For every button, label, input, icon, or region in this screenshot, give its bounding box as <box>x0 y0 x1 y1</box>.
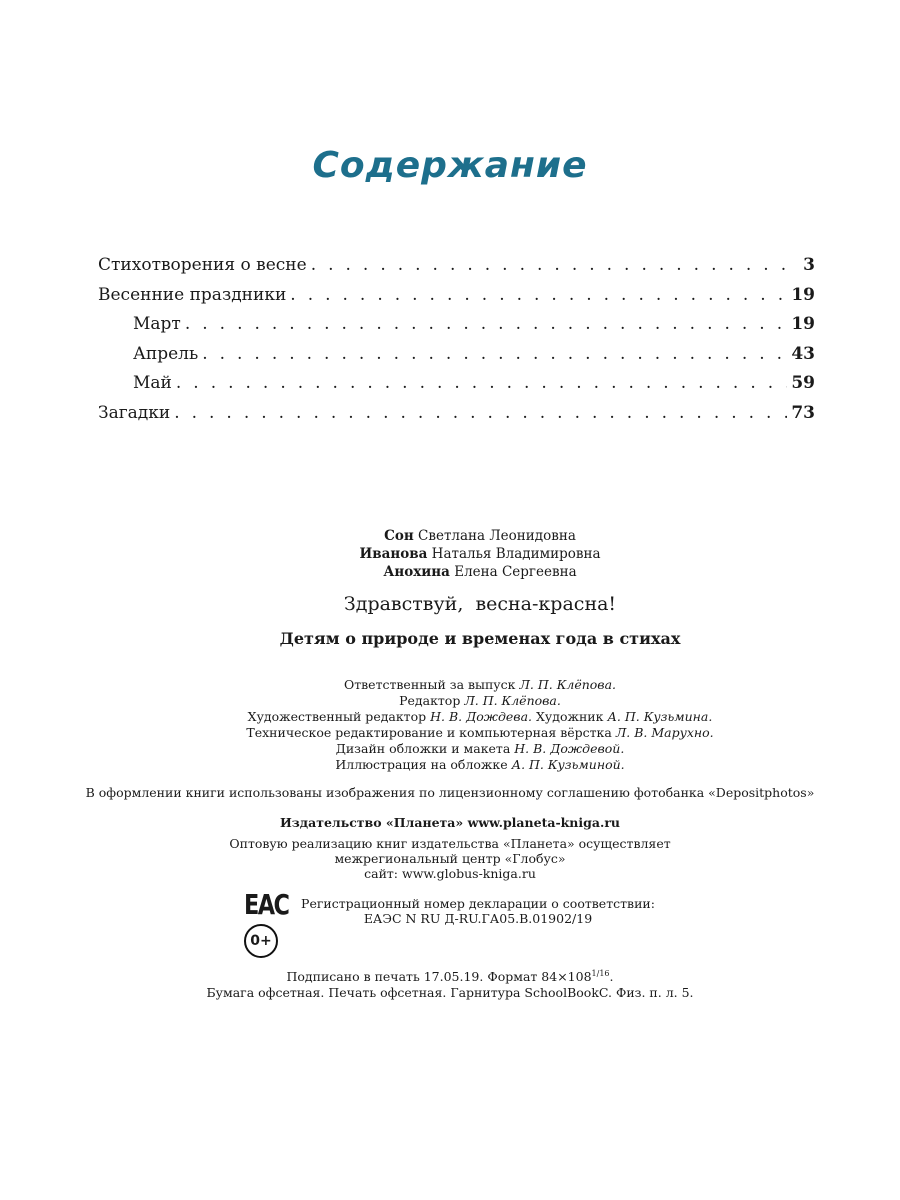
age-rating-badge: 0+ <box>244 924 278 958</box>
registration-number: Регистрационный номер декларации о соответствии: ЕАЭС N RU Д-RU.ГА05.В.01902/19 <box>301 896 655 926</box>
toc-label: Стихотворения о весне <box>98 255 307 275</box>
book-subtitle: Детям о природе и временах года в стихах <box>279 629 681 648</box>
publisher: Издательство «Планета» www.planeta-kniga.ru <box>279 815 620 830</box>
credit-line: Редактор Л. П. Клёпова. <box>399 693 561 708</box>
toc-page-number: 73 <box>791 402 815 423</box>
toc-entry[interactable] <box>98 373 815 403</box>
print-info: Подписано в печать 17.05.19. Формат $84\times 108^{1/16}$. Бумага офсетная. Печать офсетная. Гарнитура SchoolBookC. Физ. п. л. 5. <box>206 969 694 1001</box>
dot-leader <box>174 403 787 423</box>
credit-line: Техническое редактирование и компьютерная вёрстка Л. В. Марухно. <box>246 725 714 740</box>
author: Иванова Наталья Владимировна <box>359 546 601 562</box>
toc-page-number: 59 <box>791 373 815 394</box>
depositphotos-notice: В оформлении книги использованы изображения по лицензионному соглашению фотобанка «Depositphotos» <box>85 785 815 800</box>
table-of-contents <box>98 255 815 433</box>
toc-page-number: 43 <box>791 343 815 364</box>
eac-logo-icon: ЕАС <box>244 888 289 921</box>
wholesale-info: Оптовую реализацию книг издательства «Планета» осуществляет межрегиональный центр «Глобус» сайт: www.globus-kniga.ru <box>229 836 671 881</box>
toc-entry[interactable] <box>98 314 815 344</box>
toc-entry[interactable] <box>98 255 815 285</box>
credits <box>30 677 900 773</box>
credit-line: Художественный редактор Н. В. Дождева. Художник А. П. Кузьмина. <box>247 709 713 724</box>
credit-line: Дизайн обложки и макета Н. В. Дождевой. <box>335 741 625 756</box>
dot-leader <box>176 373 787 393</box>
dot-leader <box>290 285 787 305</box>
book-title: Здравствуй, весна-красна! <box>343 593 617 615</box>
author: Анохина Елена Сергеевна <box>383 564 577 580</box>
toc-entry[interactable] <box>98 403 815 433</box>
toc-label: Загадки <box>98 402 171 423</box>
toc-label: Март <box>133 314 181 335</box>
dot-leader <box>311 255 799 275</box>
toc-page-number: 19 <box>791 284 815 305</box>
dot-leader <box>202 344 787 364</box>
toc-label: Апрель <box>133 343 199 364</box>
toc-label: Весенние праздники <box>98 284 287 305</box>
credit-line: Иллюстрация на обложке А. П. Кузьминой. <box>335 757 625 772</box>
dot-leader <box>185 314 787 334</box>
authors <box>30 527 900 581</box>
toc-page-number: 3 <box>803 255 815 275</box>
toc-entry[interactable] <box>98 344 815 374</box>
toc-entry[interactable] <box>98 285 815 315</box>
page-title: Содержание <box>312 145 588 186</box>
credit-line: Ответственный за выпуск Л. П. Клёпова. <box>343 677 617 692</box>
author: Сон Светлана Леонидовна <box>384 528 576 544</box>
toc-label: Май <box>133 373 172 394</box>
toc-page-number: 19 <box>791 314 815 335</box>
